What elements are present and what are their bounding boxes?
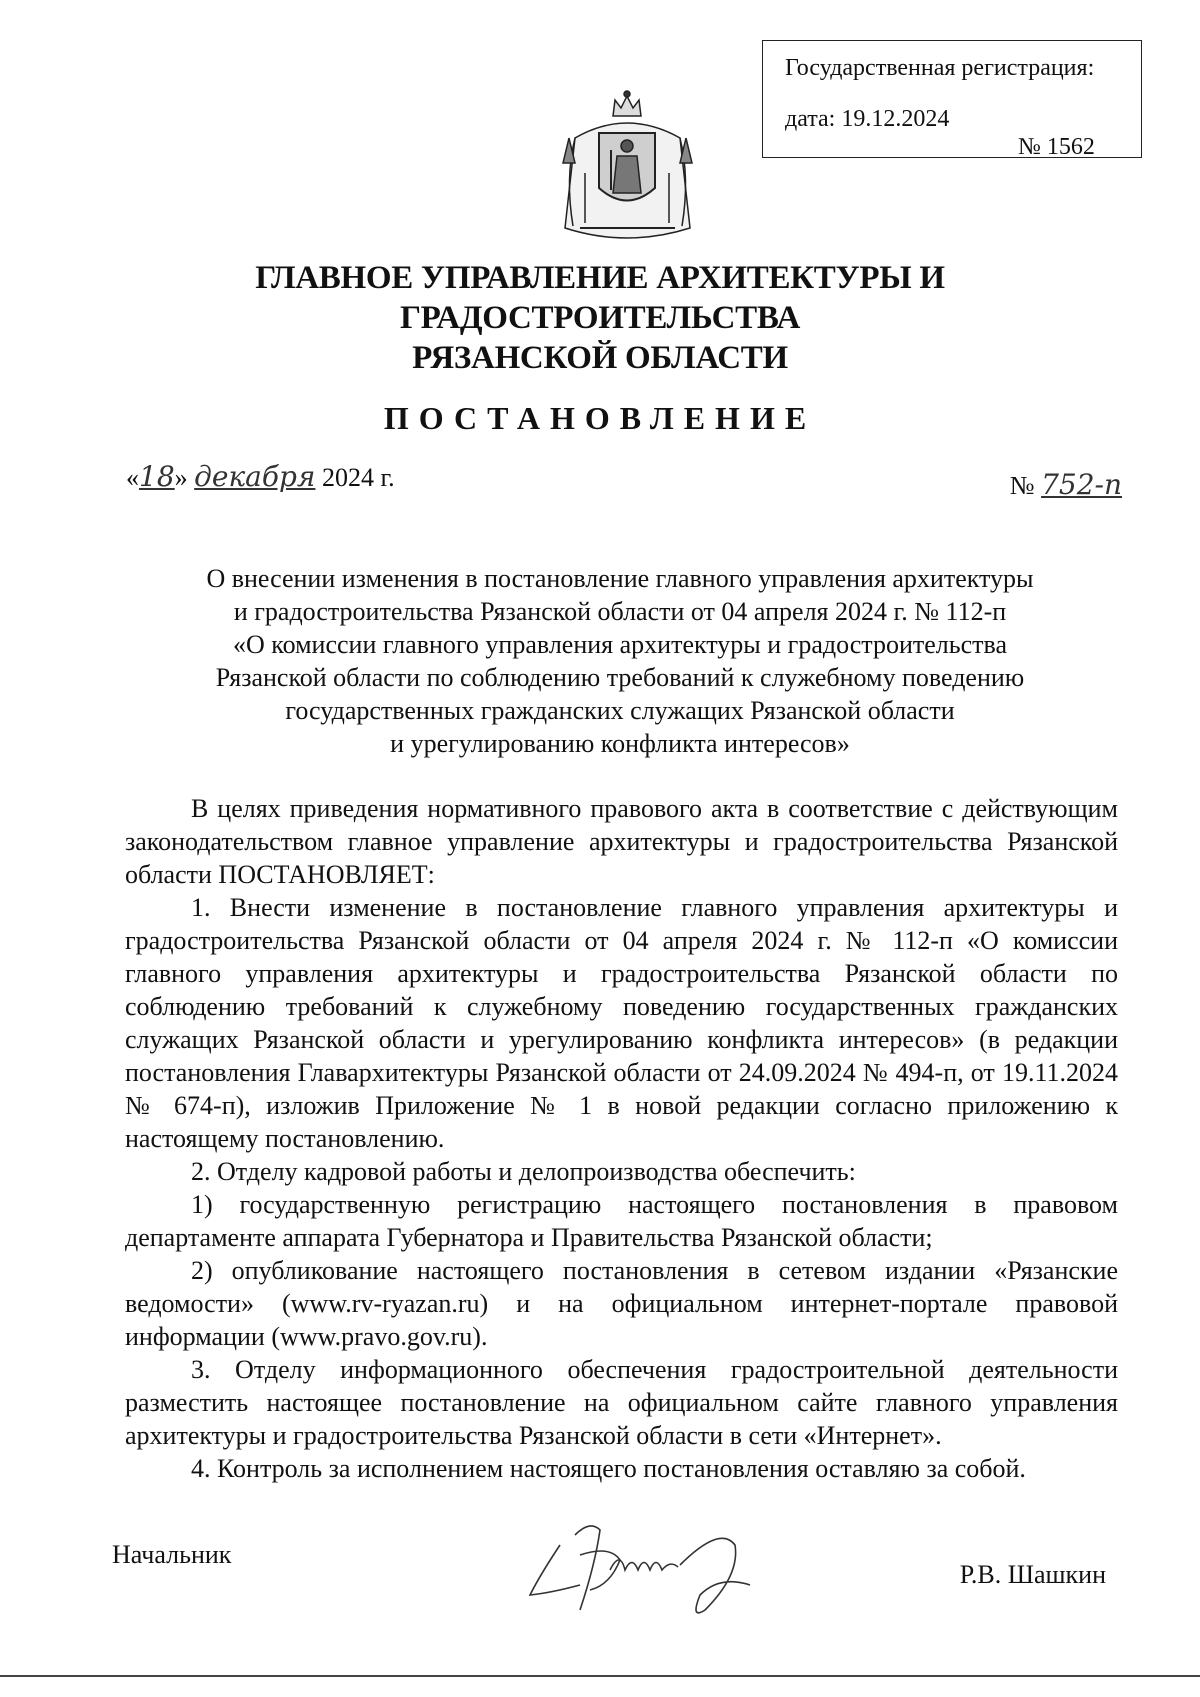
- document-body: [125, 792, 1118, 1485]
- date-quote-open: «: [126, 463, 139, 492]
- document-type: ПОСТАНОВЛЕНИЕ: [383, 400, 817, 436]
- organization-line-1: ГЛАВНОЕ УПРАВЛЕНИЕ АРХИТЕКТУРЫ И ГРАДОСТРОИТЕЛЬСТВА: [255, 260, 945, 336]
- handwritten-signature-icon: [520, 1515, 790, 1625]
- subject-line: и градостроительства Рязанской области от 04 апреля 2024 г. № 112-п: [233, 597, 1007, 626]
- signatory-title: Начальник: [112, 1540, 232, 1569]
- organization-title: [60, 258, 1140, 378]
- subject-line: и урегулированию конфликта интересов»: [390, 729, 850, 758]
- date-month: декабря: [194, 460, 316, 493]
- document-number: [1010, 468, 1122, 501]
- document-subject: [120, 562, 1120, 760]
- number-label: №: [1009, 471, 1035, 500]
- body-paragraph-4: 4. Контроль за исполнением настоящего постановления оставляю за собой.: [191, 1454, 1026, 1483]
- registration-number: № 1562: [1018, 134, 1095, 160]
- subject-line: «О комиссии главного управления архитектуры и градостроительства: [233, 630, 1007, 659]
- date-day: 18: [139, 460, 175, 493]
- registration-stamp: [762, 40, 1142, 158]
- registration-date: дата: 19.12.2024: [785, 106, 950, 132]
- date-quote-close: »: [174, 463, 188, 492]
- registration-title: Государственная регистрация:: [785, 55, 1095, 81]
- number-value: 752-п: [1041, 468, 1122, 501]
- date-year: 2024 г.: [321, 463, 395, 492]
- bottom-divider: [0, 1675, 1200, 1677]
- subject-line: Рязанской области по соблюдению требований к служебному поведению: [215, 663, 1025, 692]
- body-paragraph-2-1: 1) государственную регистрацию настоящего постановления в правовом департаменте аппарата Губернатора и Правительства Рязанской области;: [125, 1190, 1118, 1252]
- subject-line: государственных гражданских служащих Рязанской области: [285, 696, 955, 725]
- body-paragraph-preamble: В целях приведения нормативного правового акта в соответствие с действующим законодательством главное управление архитектуры и градостроительства Рязанской области ПОСТАНОВЛЯЕТ:: [125, 794, 1118, 889]
- body-paragraph-2: 2. Отделу кадровой работы и делопроизводства обеспечить:: [191, 1157, 856, 1186]
- body-paragraph-3: 3. Отделу информационного обеспечения градостроительной деятельности разместить настоящее постановление на официальном сайте главного управления архитектуры и градостроительства Рязанской области в сети «Интернет».: [125, 1355, 1118, 1450]
- body-paragraph-1: 1. Внести изменение в постановление главного управления архитектуры и градостроительства Рязанской области от 04 апреля 2024 г. № 112-п «О комиссии главного управления архитектуры и градостроительства Рязанской области по соблюдению требований к служебному поведению государственных гражданских служащих Рязанской области и урегулированию конфликта интересов» (в редакции постановления Главархитектуры Рязанской области от 24.09.2024 № 494-п, от 19.11.2024 № 674-п), изложив Приложение № 1 в новой редакции согласно приложению к настоящему постановлению.: [125, 893, 1118, 1153]
- organization-line-2: РЯЗАНСКОЙ ОБЛАСТИ: [412, 340, 788, 376]
- signatory-name: Р.В. Шашкин: [959, 1560, 1106, 1589]
- document-date: [126, 460, 395, 493]
- body-paragraph-2-2: 2) опубликование настоящего постановления в сетевом издании «Рязанские ведомости» (www.rv-ryazan.ru) и на официальном интернет-портале правовой информации (www.pravo.gov.ru).: [125, 1256, 1118, 1351]
- coat-of-arms-icon: [555, 88, 700, 243]
- subject-line: О внесении изменения в постановление главного управления архитектуры: [206, 564, 1034, 593]
